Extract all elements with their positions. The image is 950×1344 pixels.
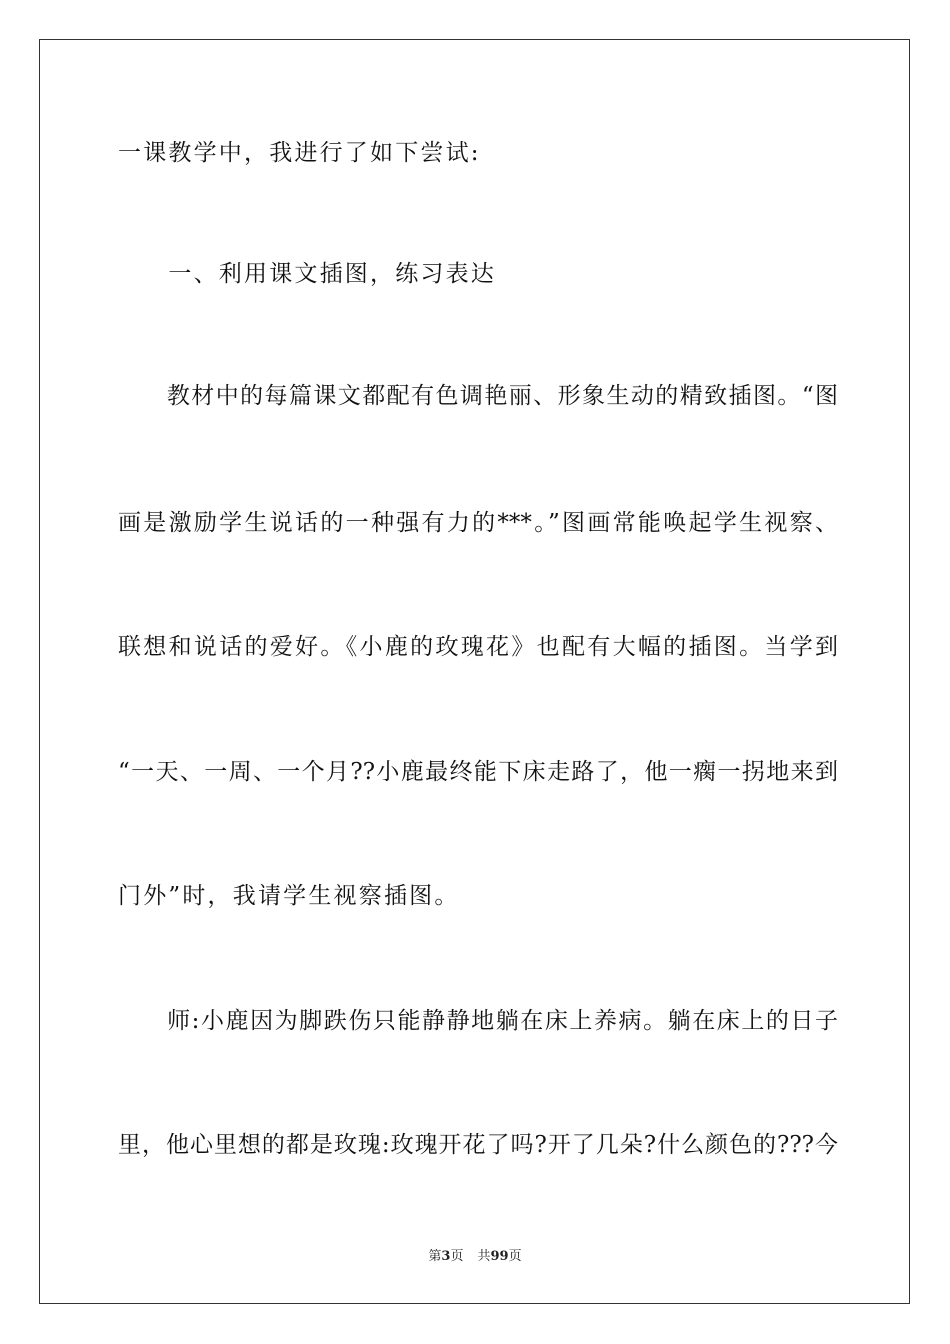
paragraph-line-3: 教材中的每篇课文都配有色调艳丽、形象生动的精致插图。“图 (118, 383, 838, 409)
footer-total-suffix: 页 (508, 1249, 522, 1264)
footer-total-prefix: 共 (477, 1249, 491, 1264)
paragraph-line-4: 画是激励学生说话的一种强有力的***。”图画常能唤起学生视察、 (118, 510, 838, 536)
paragraph-line-9: 里，他心里想的都是玫瑰:玫瑰开花了吗?开了几朵?什么颜色的???今 (118, 1132, 838, 1158)
footer-total-number: 99 (490, 1249, 509, 1264)
footer-page-prefix: 第 (428, 1249, 442, 1264)
footer-page-number: 3 (441, 1249, 451, 1264)
paragraph-line-1: 一课教学中，我进行了如下尝试: (118, 140, 481, 166)
page-footer (0, 1248, 950, 1266)
paragraph-line-6: “一天、一周、一个月??小鹿最终能下床走路了，他一瘸一拐地来到 (118, 759, 838, 785)
paragraph-line-5: 联想和说话的爱好。《小鹿的玫瑰花》也配有大幅的插图。当学到 (118, 634, 838, 660)
footer-page-suffix: 页 (450, 1249, 464, 1264)
page-border (39, 39, 910, 1304)
section-heading: 一、利用课文插图，练习表达 (118, 261, 496, 287)
paragraph-line-7: 门外”时，我请学生视察插图。 (118, 883, 460, 909)
paragraph-line-8: 师:小鹿因为脚跌伤只能静静地躺在床上养病。躺在床上的日子 (118, 1008, 838, 1034)
